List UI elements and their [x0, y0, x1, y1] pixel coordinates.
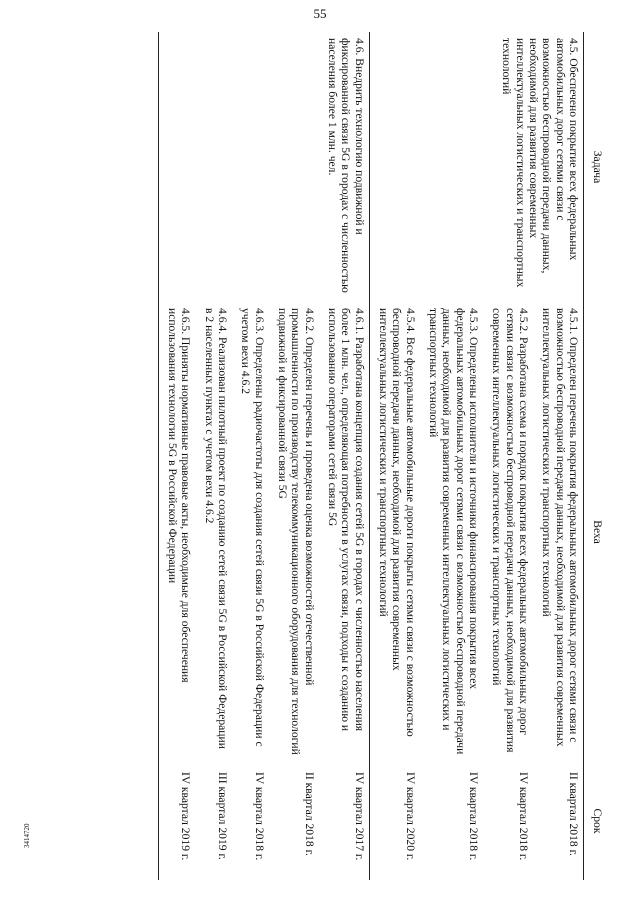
milestone-cell: 4.5.1. Определен перечень покрытия федеральных автомобильных дорог сетями связи с возможностью беспроводной передачи данных, необходимой для развития современных интеллектуальных логистических и транспортных технологий: [540, 308, 580, 747]
term-cell: IV квартал 2020 г.: [369, 762, 419, 880]
term-cell: IV квартал 2019 г.: [158, 762, 195, 880]
task-cell: 4.5. Обеспечено покрытие всех федеральных автомобильных дорог сетями связи с возможностью беспроводной передачи данных, необходимой для развития современных интеллектуальных логистических и транспортных технологий: [369, 32, 583, 302]
term-cell: IV квартал 2017 г.: [352, 772, 366, 861]
rotated-table-page: [78, 32, 610, 880]
roadmap-table: [158, 32, 610, 880]
term-cell: III квартал 2019 г.: [216, 772, 230, 860]
milestone-cell: 4.5.3. Определены исполнители и источники финансирования покрытия всех федеральных автомобильных дорог сетями связи с возможностью беспроводной передачи данных, необходимой для развития современных интеллектуальных логистических и транспортных технологий: [427, 308, 481, 755]
term-cell: II квартал 2018 г.: [302, 772, 316, 856]
table-row: [319, 32, 369, 880]
milestone-cell: 4.6.3. Определены радиочастоты для создания сетей связи 5G в Российской Федерации с учетом вехи 4.6.2: [239, 308, 266, 747]
task-cell: 4.6. Внедрить технологию подвижной и фиксированной связи 5G в городах с численностью населения более 1 млн. чел.: [158, 32, 369, 302]
header-term: Срок: [584, 762, 611, 880]
term-cell: IV квартал 2018 г.: [252, 772, 266, 861]
milestone-cell: 4.6.2. Определен перечень и проведена оценка возможностей отечественной промышленности по производству телекоммуникационного оборудования для технологий подвижной и фиксированной связи 5G: [276, 308, 316, 755]
page-number: 55: [313, 6, 327, 21]
document-code: 3414720: [23, 823, 31, 848]
term-cell: IV квартал 2018 г.: [517, 772, 531, 861]
term-cell: II квартал 2018 г.: [567, 772, 580, 856]
table-header-row: [584, 32, 611, 880]
milestone-cell: 4.5.2. Разработана схема и порядок покрытия всех федеральных автомобильных дорог сетями связи с возможностью беспроводной передачи данных, необходимой для развития современных интеллектуальных логистических и транспортных технологий: [490, 308, 531, 753]
term-cell: IV квартал 2018 г.: [467, 772, 481, 861]
header-task: Задача: [584, 32, 611, 302]
milestone-cell: 4.5.4. Все федеральные автомобильные дороги покрыты сетями связи с возможностью беспроводной передачи данных, необходимой для развития современных интеллектуальных логистических и транспортных технологий: [369, 302, 419, 762]
milestone-cell: 4.6.1. Разработана концепция создания сетей 5G в городах с численностью населения более 1 млн. чел., определяющая потребности в услугах связи, подходы к созданию и использованию операторами сетей связи 5G: [326, 308, 366, 732]
milestone-cell: 4.6.4. Реализован пилотный проект по созданию сетей связи 5G в Российской Федерации в 2 населенных пунктах с учетом вехи 4.6.2: [202, 308, 230, 749]
table-row: [533, 32, 583, 880]
header-milestone: Веха: [584, 302, 611, 762]
milestone-cell: 4.6.5. Приняты нормативные правовые акты, необходимые для обеспечения использования технологии 5G в Российской Федерации: [158, 302, 195, 762]
